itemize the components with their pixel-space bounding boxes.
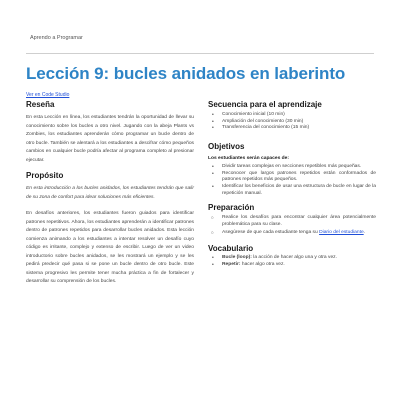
secuencia-item: • Transferencia del conocimiento (15 min) bbox=[208, 125, 376, 132]
header-divider bbox=[26, 53, 374, 54]
secuencia-item: • Ampliación del conocimiento (30 min) bbox=[208, 119, 376, 126]
right-column bbox=[208, 100, 376, 268]
vocabulario-list bbox=[208, 255, 376, 268]
proposito-heading: Propósito bbox=[26, 171, 64, 180]
objetivos-intro: Los estudiantes serán capaces de: bbox=[208, 155, 290, 161]
vocabulario-item bbox=[208, 262, 376, 269]
vocabulario-heading: Vocabulario bbox=[208, 244, 254, 254]
preparacion-item: ○ Realice los desafíos para encontrar cualquier área potencialmente problemática para su clase. bbox=[208, 215, 376, 228]
vocab-def: hacer algo otra vez. bbox=[240, 261, 285, 267]
proposito-body: En desafíos anteriores, los estudiantes fueron guiados para identificar patrones repetitivos. Ahora, los estudiantes aprenderán a identificar patrones dentro de patrones repetidos para desarrollar bucles anidados. Esta lección comienza animando a los estudiantes a intentar resolver un desafío cuyo código es irritante, complejo y extenso de escribir. Luego de ver un video introductorio sobre bucles anidados, se les mostrará un ejemplo y se les pedirá predecir qué pasa si se pone un bucle dentro de otro bucle. Este sistema progresivo les permite tener mucha práctica a fin de fortalecer y desarrollar su comprensión de los bucles. bbox=[26, 211, 194, 284]
lesson-title: Lección 9: bucles anidados en laberinto bbox=[26, 64, 346, 83]
vocab-term: Bucle (loop): bbox=[222, 255, 252, 261]
resena-text: En esta Lección en línea, los estudiantes tendrán la oportunidad de llevar su conocimiento sobre los bucles a otro nivel. Jugando con la abeja Plants vs Zombies, los estudiantes aprenderán cómo programar un bucle dentro de otro bucle. También se alentará a los estudiantes a descifrar cómo pequeños cambios en cualquier bucle podría afectar al programa completo al presionar ejecutar. bbox=[26, 115, 194, 163]
diario-link[interactable]: Diario del estudiante bbox=[319, 230, 364, 236]
objetivos-heading: Objetivos bbox=[208, 141, 245, 151]
code-studio-link[interactable]: Ver en Code Studio bbox=[26, 92, 70, 98]
header-program: Aprendo a Programar bbox=[30, 35, 83, 41]
preparacion-heading: Preparación bbox=[208, 203, 255, 213]
objetivos-item: • Dividir tareas complejas en secciones repetibles más pequeñas. bbox=[208, 164, 376, 171]
preparacion-item2-text: Asegúrese de que cada estudiante tenga su bbox=[222, 230, 320, 236]
vocab-term: Repetir: bbox=[222, 261, 241, 267]
secuencia-heading: Secuencia para el aprendizaje bbox=[208, 100, 322, 109]
secuencia-list bbox=[208, 112, 376, 132]
objetivos-item: • Identificar los beneficios de usar una estructura de bucle en lugar de la repetición manual. bbox=[208, 184, 376, 197]
preparacion-item2-end: . bbox=[363, 230, 366, 236]
vocabulario-item bbox=[208, 255, 376, 262]
objetivos-list bbox=[208, 164, 376, 197]
resena-heading: Reseña bbox=[26, 100, 55, 109]
proposito-intro: En esta introducción a los bucles anidados, los estudiantes tendrán que salir de su zona de confort para idear soluciones más eficientes. bbox=[26, 186, 194, 200]
preparacion-list bbox=[208, 215, 376, 237]
preparacion-item bbox=[208, 230, 376, 237]
secuencia-item: • Conocimiento inicial (10 min) bbox=[208, 112, 376, 119]
vocab-def: la acción de hacer algo una y otra vez. bbox=[251, 255, 337, 261]
objetivos-item: • Reconocer que largos patrones repetidos están conformados de patrones repetidos más pequeños. bbox=[208, 171, 376, 184]
left-column bbox=[26, 100, 194, 287]
